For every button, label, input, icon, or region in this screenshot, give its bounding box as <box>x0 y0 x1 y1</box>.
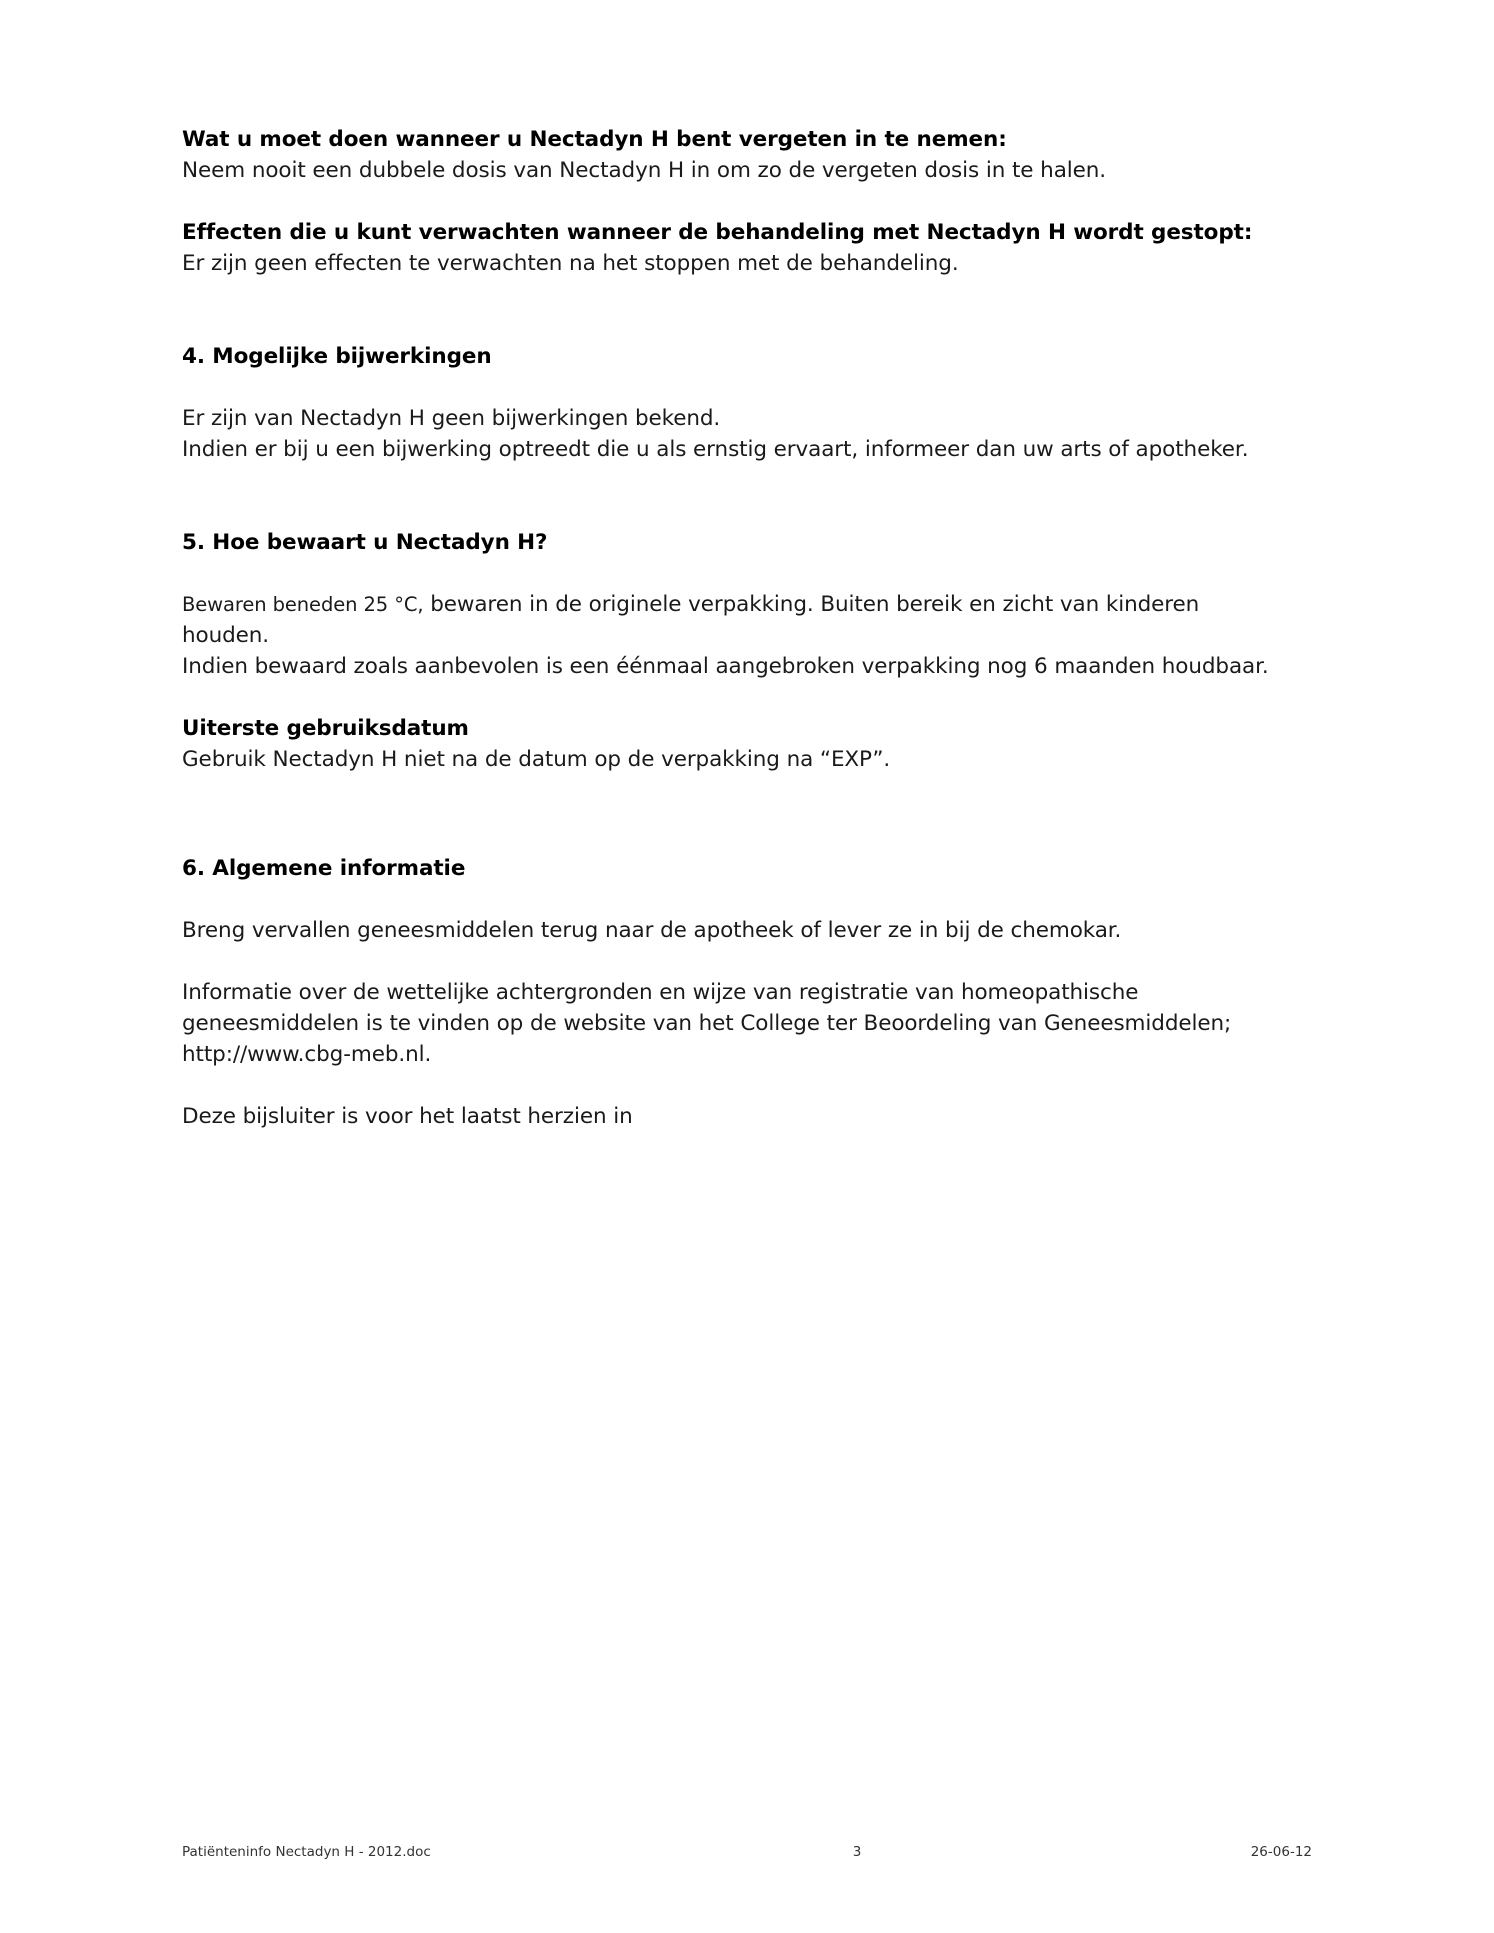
link-cbg-meb-website[interactable]: http://www.cbg-meb.nl. <box>182 1042 432 1067</box>
spacer <box>182 372 1282 403</box>
text-section6-registration-line1: Informatie over de wettelijke achtergronden en wijze van registratie van homeopathische <box>182 980 1139 1005</box>
spacer <box>182 465 1282 527</box>
spacer <box>182 186 1282 217</box>
spacer <box>182 682 1282 713</box>
text-section6-disposal: Breng vervallen geneesmiddelen terug naar de apotheek of lever ze in bij de chemokar. <box>182 918 1122 943</box>
spacer <box>182 775 1282 853</box>
footer-date: 26-06-12 <box>1250 1844 1312 1860</box>
heading-forgotten-dose: Wat u moet doen wanneer u Nectadyn H bent vergeten in te nemen: <box>182 127 1007 152</box>
text-last-revised: Deze bijsluiter is voor het laatst herzien in <box>182 1104 633 1129</box>
spacer <box>182 1070 1282 1101</box>
text-expiry-date: Gebruik Nectadyn H niet na de datum op de verpakking na “EXP”. <box>182 747 891 772</box>
text-stopping-treatment: Er zijn geen effecten te verwachten na het stoppen met de behandeling. <box>182 251 959 276</box>
text-section6-registration-line2: geneesmiddelen is te vinden op de website van het College ter Beoordeling van Geneesmiddelen; <box>182 1011 1232 1036</box>
spacer <box>182 884 1282 915</box>
text-storage-conditions <box>182 589 1282 651</box>
storage-conditions-rest: bewaren in de originele verpakking. Buiten bereik en zicht van kinderen houden. <box>182 592 1200 648</box>
document-body <box>182 124 1282 1132</box>
page-footer <box>182 1843 1312 1861</box>
text-forgotten-dose: Neem nooit een dubbele dosis van Nectadyn H in om zo de vergeten dosis in te halen. <box>182 158 1107 183</box>
footer-page-number: 3 <box>852 1844 862 1860</box>
storage-temperature-lead: Bewaren beneden 25 °C, <box>182 593 424 616</box>
heading-section-4: 4. Mogelijke bijwerkingen <box>182 344 492 369</box>
spacer <box>182 279 1282 341</box>
heading-stopping-treatment: Effecten die u kunt verwachten wanneer de behandeling met Nectadyn H wordt gestopt: <box>182 220 1253 245</box>
text-opened-pack-shelflife: Indien bewaard zoals aanbevolen is een éénmaal aangebroken verpakking nog 6 maanden houdbaar. <box>182 654 1269 679</box>
spacer <box>182 946 1282 977</box>
footer-filename: Patiënteninfo Nectadyn H - 2012.doc <box>182 1844 431 1860</box>
spacer <box>182 558 1282 589</box>
heading-section-6: 6. Algemene informatie <box>182 856 466 881</box>
text-section4-line1: Er zijn van Nectadyn H geen bijwerkingen bekend. <box>182 406 721 431</box>
text-section4-line2: Indien er bij u een bijwerking optreedt die u als ernstig ervaart, informeer dan uw arts of apotheker. <box>182 437 1249 462</box>
heading-section-5: 5. Hoe bewaart u Nectadyn H? <box>182 530 548 555</box>
heading-expiry-date: Uiterste gebruiksdatum <box>182 716 469 741</box>
